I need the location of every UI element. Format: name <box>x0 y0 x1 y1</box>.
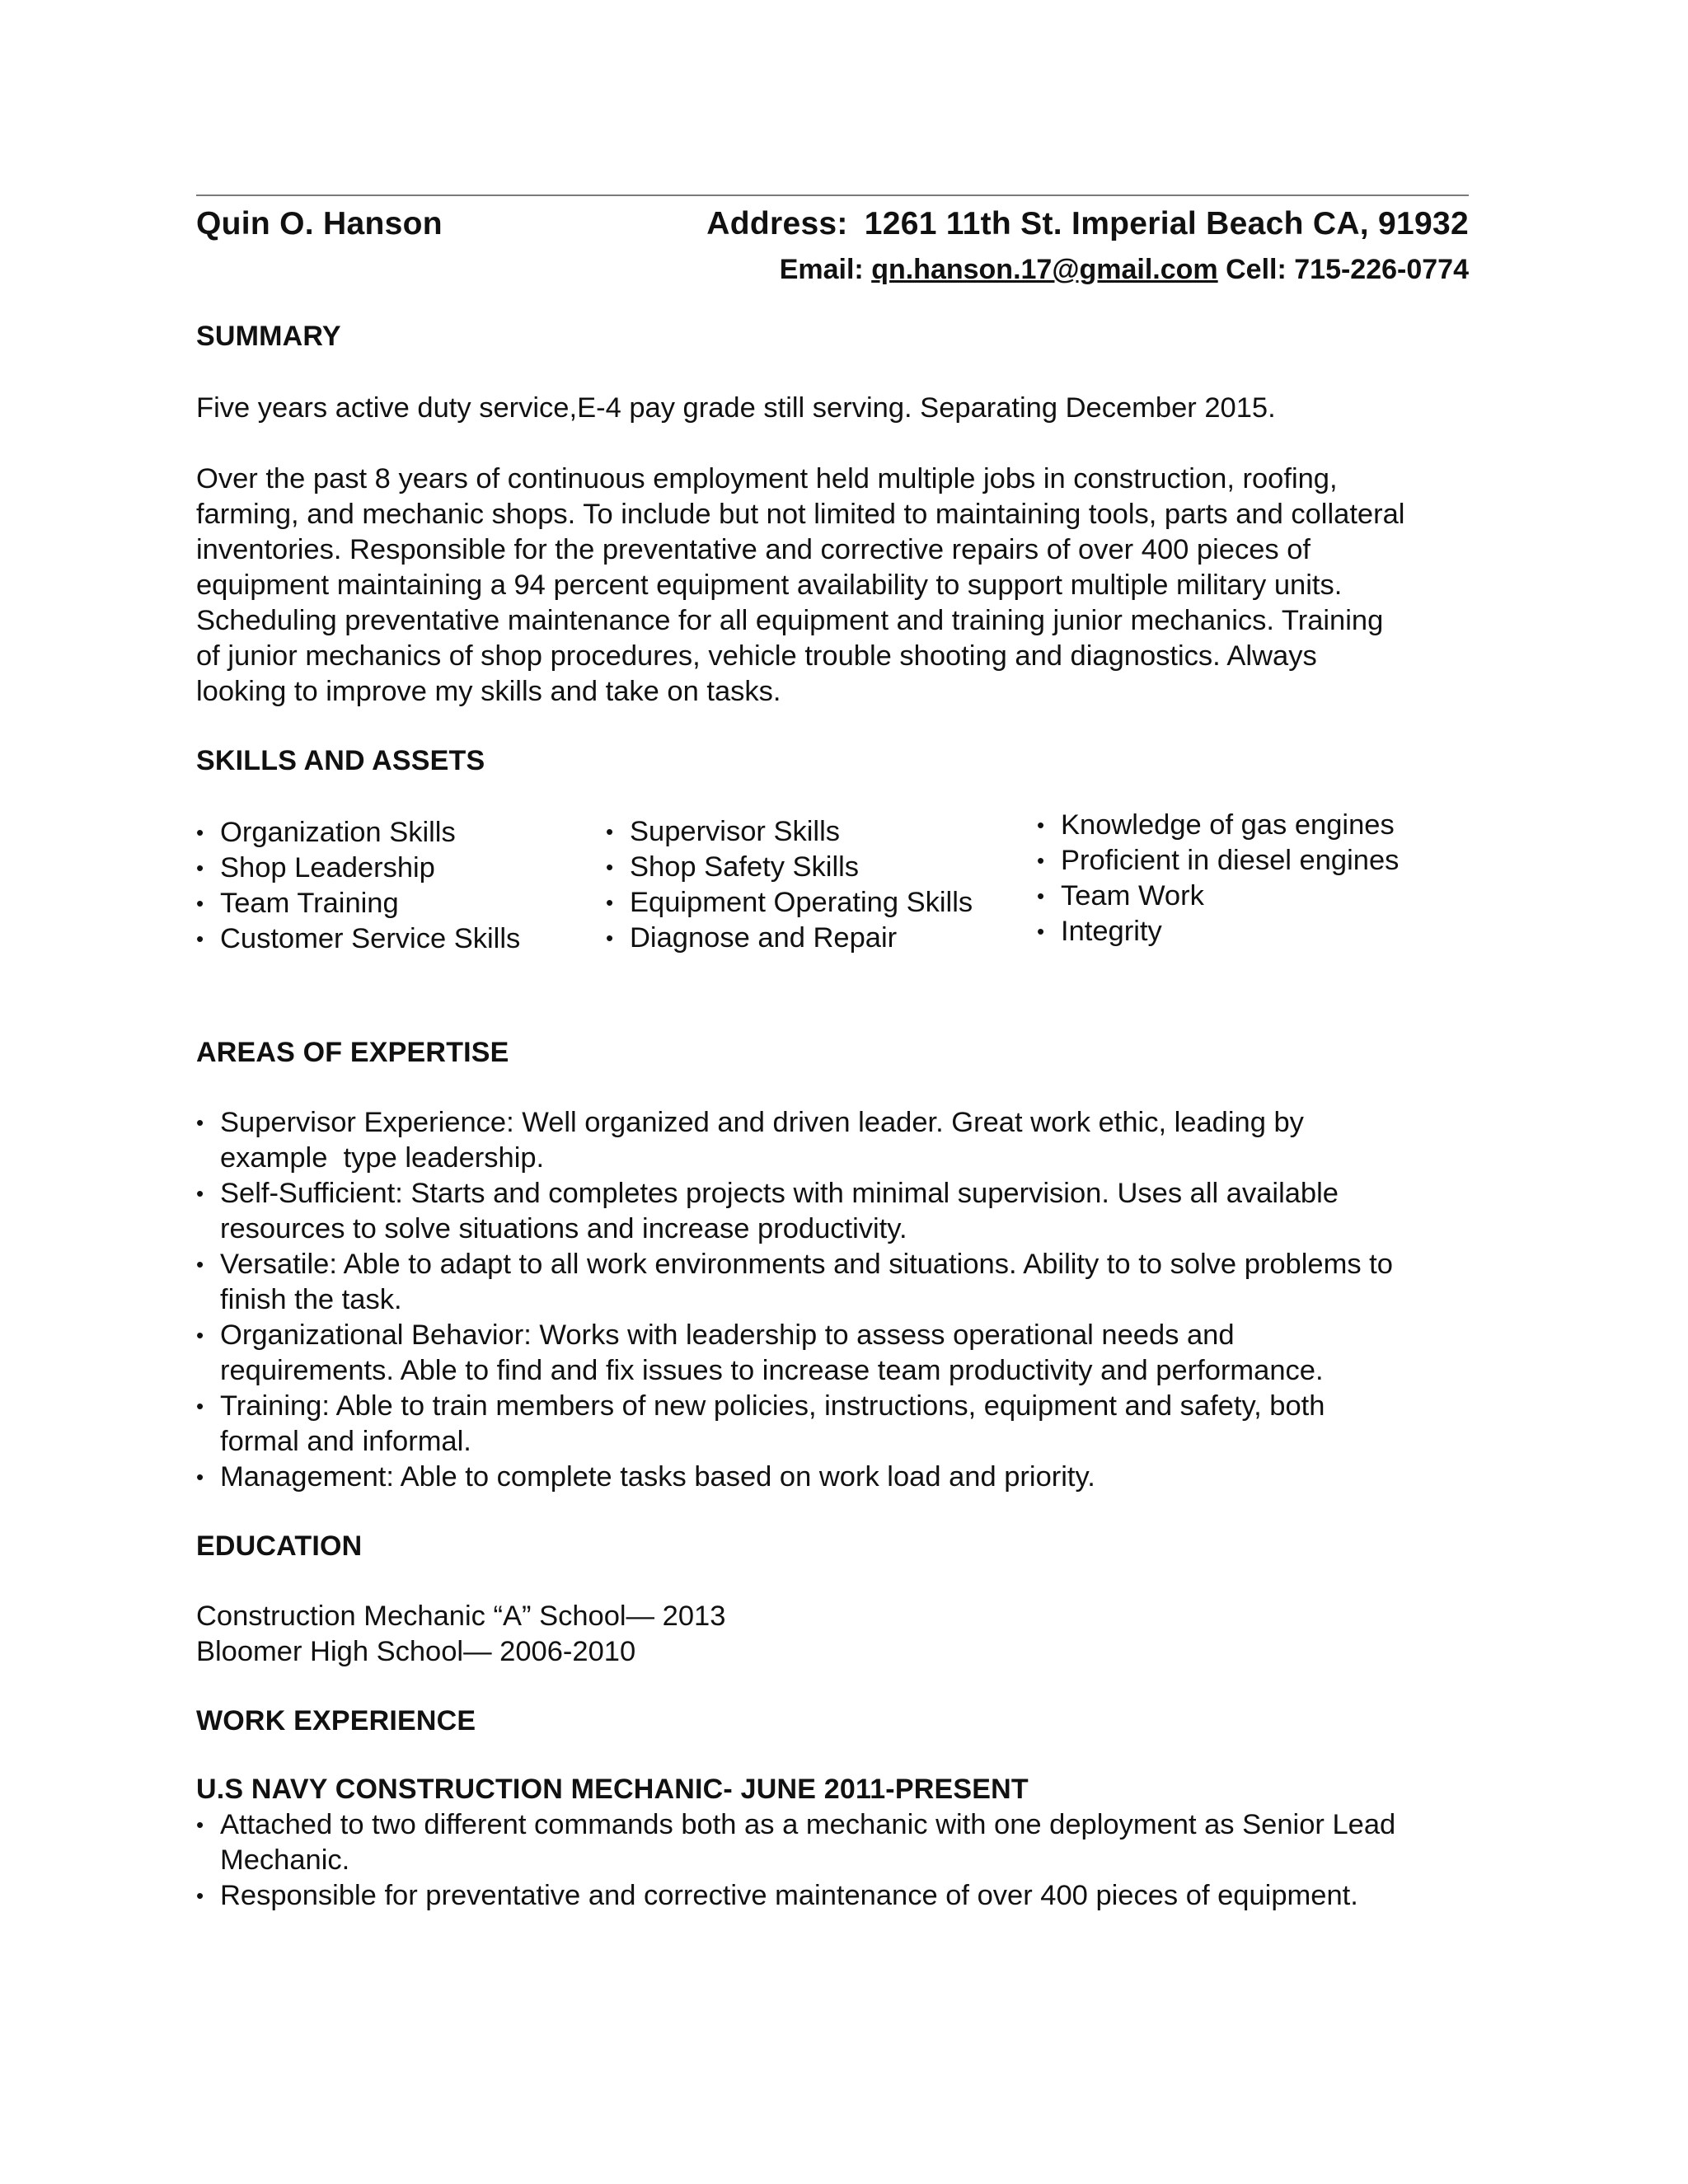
job-duties-list <box>196 1807 1469 1914</box>
skills-column-3 <box>1037 808 1399 949</box>
skill-item: • Team Work <box>1037 879 1399 914</box>
expertise-item <box>196 1318 1469 1389</box>
expertise-item <box>196 1105 1469 1176</box>
cell-value: 715-226-0774 <box>1294 254 1469 285</box>
skill-item: • Shop Leadership <box>196 851 520 886</box>
expertise-line: requirements. Able to find and fix issues to increase team productivity and performance. <box>220 1355 1324 1386</box>
expertise-line: formal and informal. <box>220 1426 471 1457</box>
skill-item: • Team Training <box>196 886 520 921</box>
skill-item: • Proficient in diesel engines <box>1037 843 1399 879</box>
expertise-line: example type leadership. <box>220 1142 545 1174</box>
summary-line: of junior mechanics of shop procedures, vehicle trouble shooting and diagnostics. Always <box>196 640 1317 672</box>
skills-column-2 <box>606 814 973 956</box>
summary-line: looking to improve my skills and take on tasks. <box>196 676 781 707</box>
address-label: Address: <box>706 206 848 241</box>
expertise-item <box>196 1176 1469 1247</box>
expertise-line: Management: Able to complete tasks based on work load and priority. <box>220 1461 1095 1493</box>
summary-paragraph-2 <box>196 462 1469 710</box>
skills-columns <box>196 809 1469 980</box>
contact-line <box>196 254 1469 286</box>
work-heading: WORK EXPERIENCE <box>196 1705 476 1736</box>
summary-line: inventories. Responsible for the preventative and corrective repairs of over 400 pieces of <box>196 534 1311 565</box>
summary-line: equipment maintaining a 94 percent equipment availability to support multiple military units. <box>196 569 1343 601</box>
skill-item: • Integrity <box>1037 914 1399 949</box>
address-line <box>706 206 1469 242</box>
expertise-item <box>196 1247 1469 1318</box>
expertise-item <box>196 1389 1469 1460</box>
expertise-line: Supervisor Experience: Well organized and driven leader. Great work ethic, leading by <box>220 1107 1304 1138</box>
summary-paragraph-1: Five years active duty service,E-4 pay grade still serving. Separating December 2015. <box>196 392 1276 424</box>
expertise-list <box>196 1105 1469 1495</box>
skill-item: • Customer Service Skills <box>196 921 520 957</box>
education-entries <box>196 1599 1469 1670</box>
job-duty-line: Attached to two different commands both as a mechanic with one deployment as Senior Lead <box>220 1809 1396 1840</box>
skill-item: • Shop Safety Skills <box>606 850 973 885</box>
address-value: 1261 11th St. Imperial Beach CA, 91932 <box>864 206 1469 241</box>
summary-line: farming, and mechanic shops. To include but not limited to maintaining tools, parts and collateral <box>196 499 1405 530</box>
skills-heading: SKILLS AND ASSETS <box>196 745 485 776</box>
skill-item: • Knowledge of gas engines <box>1037 808 1399 843</box>
expertise-heading: AREAS OF EXPERTISE <box>196 1037 509 1068</box>
summary-line: Scheduling preventative maintenance for all equipment and training junior mechanics. Training <box>196 605 1384 636</box>
expertise-line: Organizational Behavior: Works with leadership to assess operational needs and <box>220 1319 1235 1351</box>
skills-column-1 <box>196 815 520 957</box>
skill-item: • Diagnose and Repair <box>606 921 973 956</box>
email-link[interactable]: qn.hanson.17@gmail.com <box>871 254 1218 285</box>
job-duty-line: Responsible for preventative and corrective maintenance of over 400 pieces of equipment. <box>220 1880 1358 1911</box>
job-duty-line: Mechanic. <box>220 1844 350 1876</box>
skill-item: • Equipment Operating Skills <box>606 885 973 921</box>
expertise-line: Versatile: Able to adapt to all work environments and situations. Ability to to solve problems to <box>220 1249 1393 1280</box>
expertise-item <box>196 1460 1469 1495</box>
cell-label: Cell: <box>1226 254 1287 285</box>
expertise-line: resources to solve situations and increase productivity. <box>220 1213 907 1244</box>
header-row <box>196 196 1469 254</box>
candidate-name: Quin O. Hanson <box>196 206 443 241</box>
job-duty <box>196 1878 1469 1914</box>
email-label: Email: <box>779 254 864 285</box>
expertise-line: finish the task. <box>220 1284 402 1315</box>
resume-page <box>196 194 1469 1914</box>
education-heading: EDUCATION <box>196 1530 363 1562</box>
job-duty <box>196 1807 1469 1878</box>
expertise-line: Training: Able to train members of new policies, instructions, equipment and safety, both <box>220 1390 1325 1422</box>
education-entry: Bloomer High School— 2006-2010 <box>196 1636 636 1667</box>
skill-item: • Organization Skills <box>196 815 520 851</box>
expertise-line: Self-Sufficient: Starts and completes projects with minimal supervision. Uses all available <box>220 1178 1339 1209</box>
summary-heading: SUMMARY <box>196 321 341 352</box>
education-entry: Construction Mechanic “A” School— 2013 <box>196 1601 726 1632</box>
skill-item: • Supervisor Skills <box>606 814 973 850</box>
job-title: U.S NAVY CONSTRUCTION MECHANIC- JUNE 2011-PRESENT <box>196 1774 1029 1805</box>
summary-line: Over the past 8 years of continuous employment held multiple jobs in construction, roofing, <box>196 463 1338 494</box>
